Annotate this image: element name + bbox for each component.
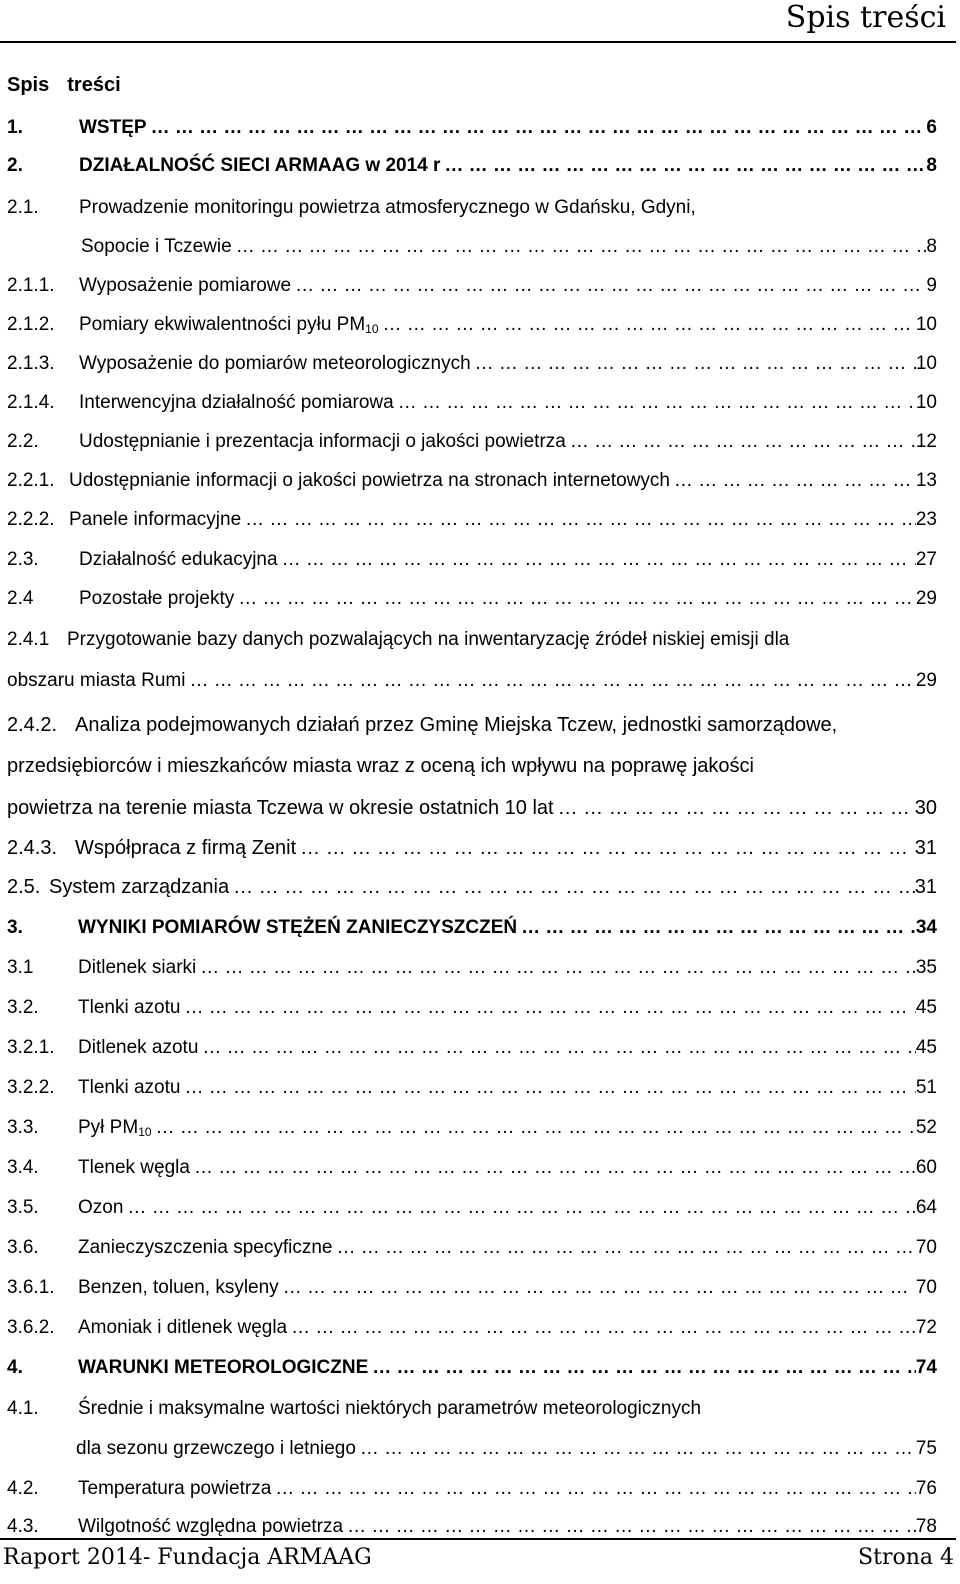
toc-leader-dots: [180, 994, 915, 1022]
header-rule: [0, 41, 956, 43]
toc-entry-number: 2.4.3.: [7, 837, 58, 859]
toc-entry-title: Ozon: [78, 1197, 124, 1218]
toc-entry-number: 3.6.: [7, 1237, 39, 1258]
toc-leader-dots: [517, 914, 916, 942]
toc-entry-2-1-continued[interactable]: [7, 233, 937, 261]
toc-leader-dots: [198, 1034, 915, 1062]
toc-entry-number: 2.4.1: [7, 629, 50, 650]
toc-entry-title: przedsiębiorców i mieszkańców miasta wraz z oceną ich wpływu na poprawę jakości: [7, 755, 754, 777]
toc-entry-page: 29: [915, 670, 937, 691]
toc-entry-title: Sopocie i Tczewie: [81, 236, 232, 257]
toc-entry-number: 2.2.: [7, 431, 39, 452]
toc-entry-1[interactable]: [7, 114, 937, 142]
toc-entry-2-4-1-continued[interactable]: [7, 667, 937, 695]
toc-entry-2-4-2-continued-2[interactable]: [7, 794, 937, 822]
toc-entry-title: Wyposażenie do pomiarów meteorologicznych: [79, 353, 471, 374]
toc-entry-title: WSTĘP: [79, 117, 147, 138]
toc-entry-number: 3.1: [7, 957, 34, 978]
toc-entry-number: 2.2.2.: [7, 509, 55, 530]
toc-entry-2-1-2[interactable]: [7, 311, 937, 339]
toc-entry-3[interactable]: [7, 914, 937, 942]
toc-entry-title: Tlenki azotu: [78, 1077, 181, 1098]
toc-entry-4-1-continued[interactable]: [7, 1435, 937, 1463]
toc-leader-dots: [368, 1354, 916, 1382]
toc-entry-title: Tlenki azotu: [78, 997, 181, 1018]
toc-leader-dots: [291, 272, 926, 300]
toc-heading: [7, 72, 121, 98]
toc-leader-dots: [152, 1114, 916, 1142]
footer-page-number: Strona 4: [858, 1545, 954, 1570]
toc-entry-number: 2.4.2.: [7, 714, 58, 736]
toc-entry-title: dla sezonu grzewczego i letniego: [76, 1438, 356, 1459]
toc-entry-number: 3.3.: [7, 1117, 39, 1138]
toc-entry-3-4[interactable]: [7, 1154, 937, 1182]
toc-entry-page: 8: [926, 155, 937, 176]
toc-entry-3-2[interactable]: [7, 994, 937, 1022]
toc-entry-title: obszaru miasta Rumi: [7, 670, 186, 691]
toc-entry-2-1-4[interactable]: [7, 389, 937, 417]
toc-entry-3-6[interactable]: [7, 1234, 937, 1262]
toc-entry-3-6-2[interactable]: [7, 1314, 937, 1342]
toc-entry-page: 72: [915, 1317, 937, 1338]
toc-entry-page: 60: [915, 1157, 937, 1178]
toc-leader-dots: [296, 834, 915, 862]
toc-entry-page: 31: [914, 837, 937, 859]
toc-entry-number: 4.2.: [7, 1478, 39, 1499]
toc-entry-page: 34: [915, 917, 937, 938]
toc-entry-4-1[interactable]: [7, 1395, 937, 1423]
toc-entry-2-1[interactable]: [7, 194, 937, 222]
toc-leader-dots: [440, 152, 926, 180]
toc-entry-2-4-2[interactable]: [7, 711, 937, 739]
toc-entry-number: 3.6.1.: [7, 1277, 55, 1298]
footer-rule: [0, 1538, 956, 1540]
subscript: 10: [138, 1125, 152, 1139]
toc-entry-title: Zanieczyszczenia specyficzne: [78, 1237, 333, 1258]
toc-entry-page: 23: [915, 509, 937, 530]
toc-entry-page: 10: [915, 353, 937, 374]
toc-entry-title: DZIAŁALNOŚĆ SIECI ARMAAG w 2014 r: [79, 155, 441, 176]
toc-entry-4-3[interactable]: [7, 1513, 937, 1541]
toc-leader-dots: [333, 1234, 916, 1262]
toc-leader-dots: [180, 1074, 915, 1102]
toc-leader-dots: [379, 311, 916, 339]
toc-entry-page: 52: [915, 1117, 937, 1138]
toc-entry-title: Udostępnianie informacji o jakości powietrza na stronach internetowych: [69, 470, 670, 491]
toc-entry-2-4[interactable]: [7, 585, 937, 613]
toc-entry-page: 35: [915, 957, 937, 978]
toc-entry-2-4-3[interactable]: [7, 834, 937, 862]
toc-entry-number: 2.3.: [7, 549, 39, 570]
toc-entry-title: System zarządzania: [49, 876, 230, 898]
toc-leader-dots: [471, 350, 916, 378]
toc-entry-title: Panele informacyjne: [69, 509, 242, 530]
toc-entry-page: 6: [926, 117, 937, 138]
toc-entry-2-4-2-continued-1[interactable]: [7, 752, 937, 780]
toc-entry-number: 4.1.: [7, 1398, 39, 1419]
toc-leader-dots: [190, 1154, 916, 1182]
toc-leader-dots: [123, 1194, 915, 1222]
toc-entry-number: 2.1.2.: [7, 314, 55, 335]
toc-entry-number: 3.: [7, 917, 23, 938]
toc-leader-dots: [241, 506, 916, 534]
toc-entry-page: 31: [914, 876, 937, 898]
subscript: 10: [365, 322, 379, 336]
toc-entry-title: Przygotowanie bazy danych pozwalających na inwentaryzację źródeł niskiej emisji dla: [67, 629, 790, 650]
toc-entry-page: 64: [915, 1197, 937, 1218]
toc-entry-number: 4.3.: [7, 1516, 39, 1537]
toc-entry-title: Ditlenek siarki: [78, 957, 197, 978]
toc-leader-dots: [185, 667, 915, 695]
toc-entry-page: 8: [926, 236, 937, 257]
toc-entry-title: Średnie i maksymalne wartości niektórych parametrów meteorologicznych: [78, 1398, 702, 1419]
toc-entry-3-3[interactable]: [7, 1114, 937, 1142]
toc-leader-dots: [566, 428, 916, 456]
toc-leader-dots: [229, 873, 915, 901]
toc-entry-number: 3.4.: [7, 1157, 39, 1178]
toc-entry-title: Prowadzenie monitoringu powietrza atmosferycznego w Gdańsku, Gdyni,: [79, 197, 696, 218]
toc-entry-title: Pozostałe projekty: [79, 588, 235, 609]
toc-leader-dots: [287, 1314, 916, 1342]
toc-entry-3-1[interactable]: [7, 954, 937, 982]
toc-entry-page: 74: [915, 1357, 937, 1378]
toc-entry-number: 3.6.2.: [7, 1317, 55, 1338]
toc-entry-number: 2.4: [7, 588, 34, 609]
toc-heading-word-2: treści: [67, 74, 121, 96]
toc-entry-2-5[interactable]: [7, 873, 937, 901]
toc-entry-3-5[interactable]: [7, 1194, 937, 1222]
toc-leader-dots: [343, 1513, 916, 1541]
toc-entry-number: 2.1.3.: [7, 353, 55, 374]
header-title: Spis treści: [785, 0, 946, 35]
toc-entry-2-2-1[interactable]: [7, 467, 937, 495]
toc-entry-page: 51: [915, 1077, 937, 1098]
toc-entry-2-2-2[interactable]: [7, 506, 937, 534]
toc-leader-dots: [232, 233, 927, 261]
toc-entry-title: Interwencyjna działalność pomiarowa: [79, 392, 394, 413]
toc-entry-title: Ditlenek azotu: [78, 1037, 199, 1058]
toc-entry-page: 30: [914, 797, 937, 819]
toc-entry-page: 10: [915, 314, 937, 335]
toc-leader-dots: [196, 954, 916, 982]
toc-entry-number: 4.: [7, 1357, 23, 1378]
toc-entry-number: 3.2.1.: [7, 1037, 55, 1058]
toc-entry-number: 2.2.1.: [7, 470, 55, 491]
toc-entry-3-2-2[interactable]: [7, 1074, 937, 1102]
toc-entry-page: 75: [915, 1438, 937, 1459]
toc-entry-3-2-1[interactable]: [7, 1034, 937, 1062]
toc-leader-dots: [394, 389, 916, 417]
toc-entry-title: Pył $PM_{10}$: [78, 1117, 152, 1139]
toc-entry-2-1-3[interactable]: [7, 350, 937, 378]
toc-entry-page: 13: [915, 470, 937, 491]
toc-entry-page: 12: [915, 431, 937, 452]
toc-entry-page: 45: [915, 997, 937, 1018]
toc-entry-page: 29: [915, 588, 937, 609]
toc-entry-number: 2.5.: [7, 876, 41, 898]
toc-leader-dots: [234, 585, 916, 613]
toc-entry-2[interactable]: [7, 152, 937, 180]
toc-entry-4[interactable]: [7, 1354, 937, 1382]
toc-entry-page: 27: [915, 549, 937, 570]
footer-report-title: Raport 2014- Fundacja ARMAAG: [3, 1545, 372, 1570]
toc-entry-title: Udostępnianie i prezentacja informacji o jakości powietrza: [79, 431, 566, 452]
toc-leader-dots: [356, 1435, 916, 1463]
toc-entry-page: 45: [915, 1037, 937, 1058]
toc-entry-title: Temperatura powietrza: [78, 1478, 272, 1499]
toc-entry-number: 2.1.: [7, 197, 39, 218]
toc-entry-title: WYNIKI POMIARÓW STĘŻEŃ ZANIECZYSZCZEŃ: [78, 917, 518, 938]
toc-entry-number: 3.2.: [7, 997, 39, 1018]
toc-entry-title: Pomiary ekwiwalentności pyłu $PM_{10}$: [79, 314, 379, 336]
toc-entry-page: 10: [915, 392, 937, 413]
toc-entry-3-6-1[interactable]: [7, 1274, 937, 1302]
toc-entry-4-2[interactable]: [7, 1475, 937, 1503]
toc-entry-number: 3.2.2.: [7, 1077, 55, 1098]
toc-leader-dots: [279, 1274, 916, 1302]
toc-heading-word-1: Spis: [7, 74, 50, 96]
toc-entry-page: 70: [915, 1237, 937, 1258]
toc-entry-title: WARUNKI METEOROLOGICZNE: [78, 1357, 369, 1378]
toc-entry-2-3[interactable]: [7, 546, 937, 574]
toc-entry-number: 2.: [7, 155, 23, 176]
toc-entry-page: 78: [915, 1516, 937, 1537]
toc-entry-title: Benzen, toluen, ksyleny: [78, 1277, 279, 1298]
toc-entry-page: 70: [915, 1277, 937, 1298]
toc-entry-number: 1.: [7, 117, 23, 138]
toc-entry-page: 76: [915, 1478, 937, 1499]
toc-leader-dots: [278, 546, 916, 574]
toc-entry-title: Działalność edukacyjna: [79, 549, 278, 570]
toc-entry-page: 9: [926, 275, 937, 296]
toc-entry-2-1-1[interactable]: [7, 272, 937, 300]
toc-entry-2-2[interactable]: [7, 428, 937, 456]
toc-entry-title: Wilgotność względna powietrza: [78, 1516, 344, 1537]
toc-entry-title: powietrza na terenie miasta Tczewa w okresie ostatnich 10 lat: [7, 797, 554, 819]
toc-entry-number: 2.1.1.: [7, 275, 55, 296]
toc-entry-number: 3.5.: [7, 1197, 39, 1218]
toc-leader-dots: [147, 114, 927, 142]
toc-leader-dots: [271, 1475, 916, 1503]
toc-entry-title: Tlenek węgla: [78, 1157, 190, 1178]
toc-entry-title: Amoniak i ditlenek węgla: [78, 1317, 288, 1338]
toc-leader-dots: [554, 794, 915, 822]
toc-entry-2-4-1[interactable]: [7, 626, 937, 654]
toc-entry-title: Wyposażenie pomiarowe: [79, 275, 292, 296]
toc-entry-number: 2.1.4.: [7, 392, 55, 413]
toc-entry-title: Analiza podejmowanych działań przez Gminę Miejska Tczew, jednostki samorządowe,: [75, 714, 838, 736]
toc-leader-dots: [670, 467, 916, 495]
toc-entry-title: Współpraca z firmą Zenit: [75, 837, 297, 859]
